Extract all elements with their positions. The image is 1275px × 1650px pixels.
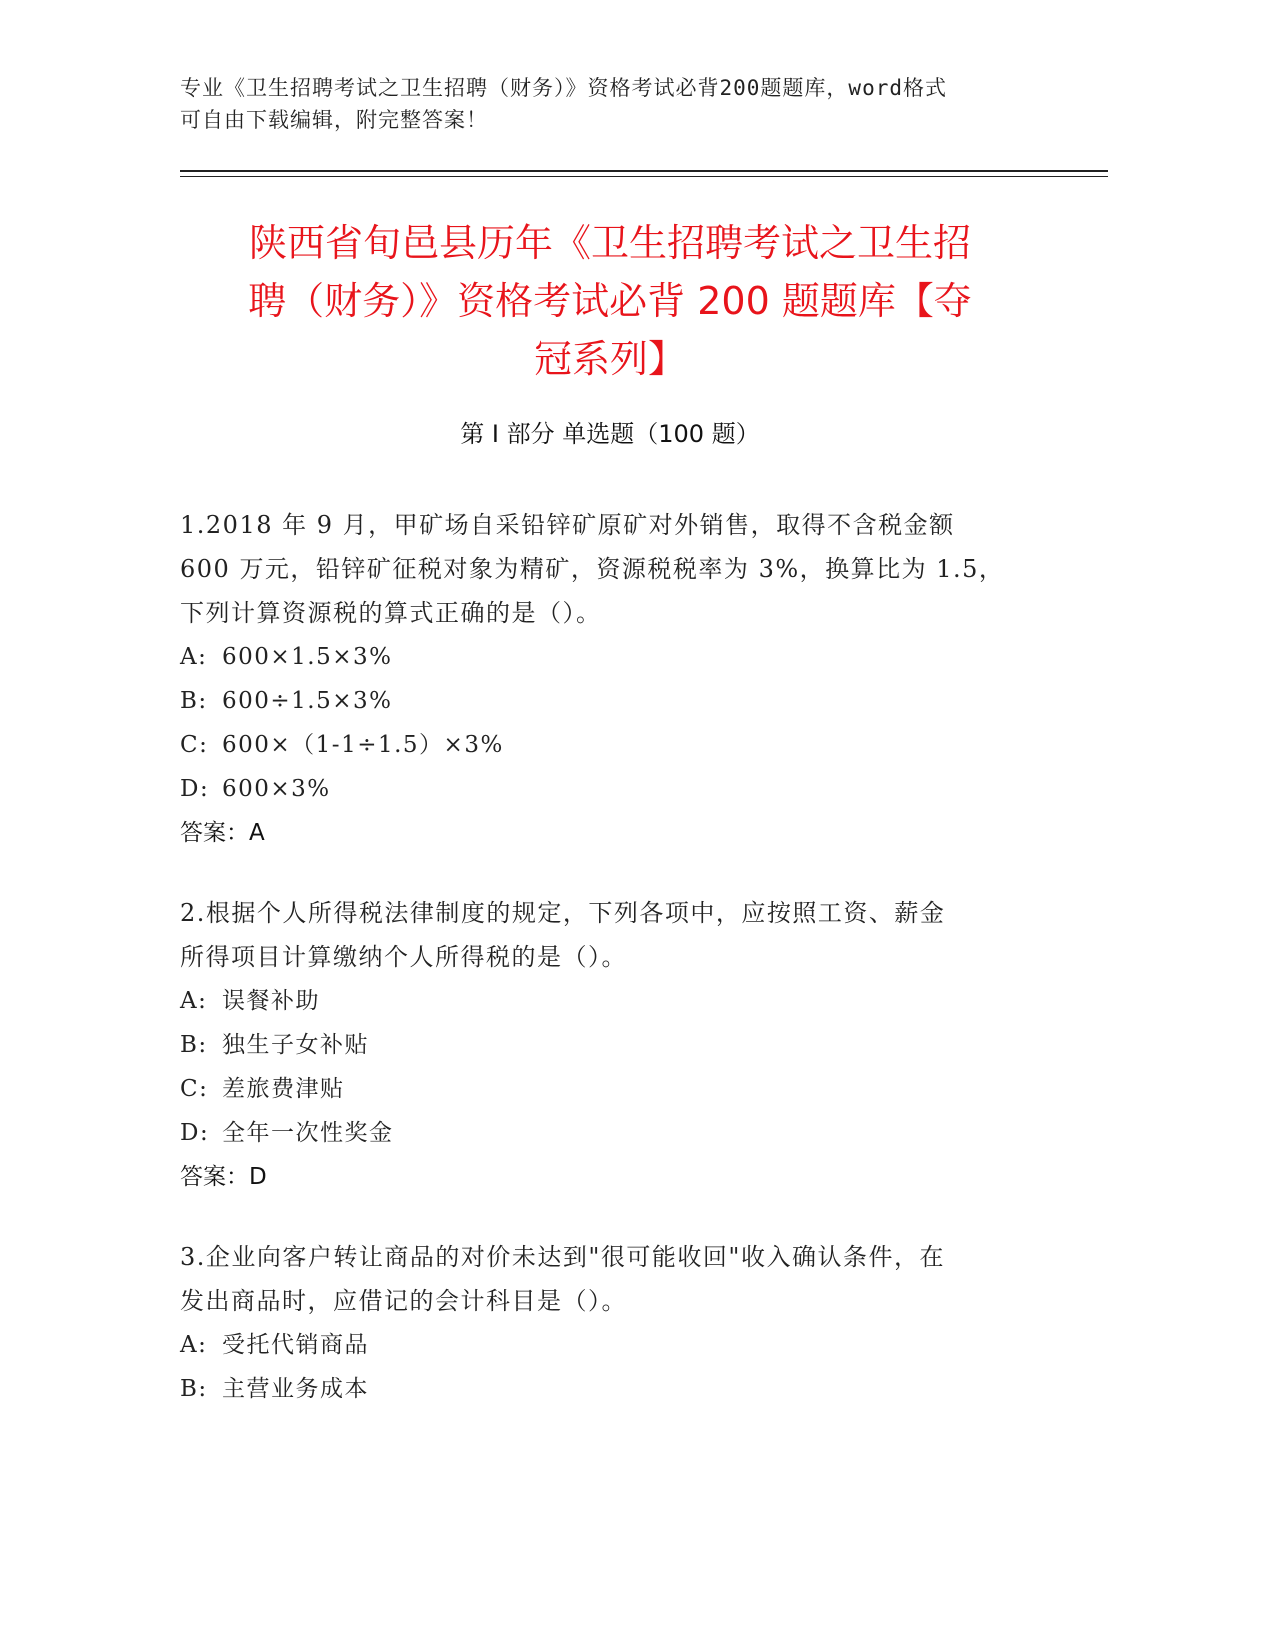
question-stem [180, 503, 1030, 635]
option-d [180, 1111, 1030, 1155]
header-note [180, 72, 1030, 136]
stem-line: 下列计算资源税的算式正确的是（）。 [180, 599, 602, 627]
option-letter: C: [180, 732, 209, 758]
option-text: 全年一次性奖金 [222, 1120, 394, 1146]
option-text: 独生子女补贴 [222, 1032, 369, 1058]
question-stem [180, 1235, 1030, 1323]
document-title [180, 214, 1040, 388]
header-divider-thin [180, 176, 1108, 177]
section-title: 第 I 部分 单选题（100 题） [460, 420, 760, 448]
stem-line: 600 万元，铅锌矿征税对象为精矿，资源税税率为 3%，换算比为 1.5， [180, 555, 1005, 583]
answer-label: 答案： [180, 820, 249, 846]
question-stem [180, 891, 1030, 979]
option-letter: D: [180, 776, 210, 802]
answer-value: D [249, 1164, 267, 1190]
title-line: 聘（财务）》资格考试必背 200 题题库【夺 [248, 279, 972, 323]
option-letter: C: [180, 1076, 209, 1102]
title-line: 冠系列】 [533, 337, 686, 381]
option-text: 主营业务成本 [222, 1376, 369, 1402]
option-c [180, 723, 1030, 767]
stem-line: 1.2018 年 9 月，甲矿场自采铅锌矿原矿对外销售，取得不含税金额 [180, 511, 955, 539]
answer-line [180, 811, 1030, 855]
option-text: 600×3% [222, 776, 331, 802]
option-letter: A: [180, 1332, 208, 1358]
option-text: 600×1.5×3% [222, 644, 393, 670]
header-note-line: 专业《卫生招聘考试之卫生招聘（财务）》资格考试必背200题题库，word格式 [180, 76, 947, 100]
option-letter: D: [180, 1120, 210, 1146]
option-b [180, 1023, 1030, 1067]
option-d [180, 767, 1030, 811]
title-line: 陕西省旬邑县历年《卫生招聘考试之卫生招 [248, 221, 971, 265]
question-1 [180, 503, 1030, 855]
stem-line: 3.企业向客户转让商品的对价未达到"很可能收回"收入确认条件，在 [180, 1243, 945, 1271]
option-text: 差旅费津贴 [222, 1076, 345, 1102]
header-divider-thick [180, 170, 1108, 172]
answer-value: A [249, 820, 265, 846]
option-a [180, 1323, 1030, 1367]
option-letter: B: [180, 1032, 208, 1058]
option-a [180, 635, 1030, 679]
answer-label: 答案： [180, 1164, 249, 1190]
option-letter: A: [180, 644, 208, 670]
question-3 [180, 1235, 1030, 1411]
stem-line: 发出商品时，应借记的会计科目是（）。 [180, 1287, 627, 1315]
header-note-line: 可自由下载编辑，附完整答案！ [180, 108, 488, 132]
stem-line: 2.根据个人所得税法律制度的规定，下列各项中，应按照工资、薪金 [180, 899, 946, 927]
option-text: 误餐补助 [222, 988, 320, 1014]
option-text: 600×（1-1÷1.5）×3% [222, 732, 504, 758]
question-2 [180, 891, 1030, 1199]
option-text: 受托代销商品 [222, 1332, 369, 1358]
option-b [180, 679, 1030, 723]
answer-line [180, 1155, 1030, 1199]
option-c [180, 1067, 1030, 1111]
question-list [180, 503, 1030, 1447]
option-letter: B: [180, 1376, 208, 1402]
stem-line: 所得项目计算缴纳个人所得税的是（）。 [180, 943, 627, 971]
option-letter: A: [180, 988, 208, 1014]
option-text: 600÷1.5×3% [222, 688, 393, 714]
option-b [180, 1367, 1030, 1411]
option-letter: B: [180, 688, 208, 714]
option-a [180, 979, 1030, 1023]
